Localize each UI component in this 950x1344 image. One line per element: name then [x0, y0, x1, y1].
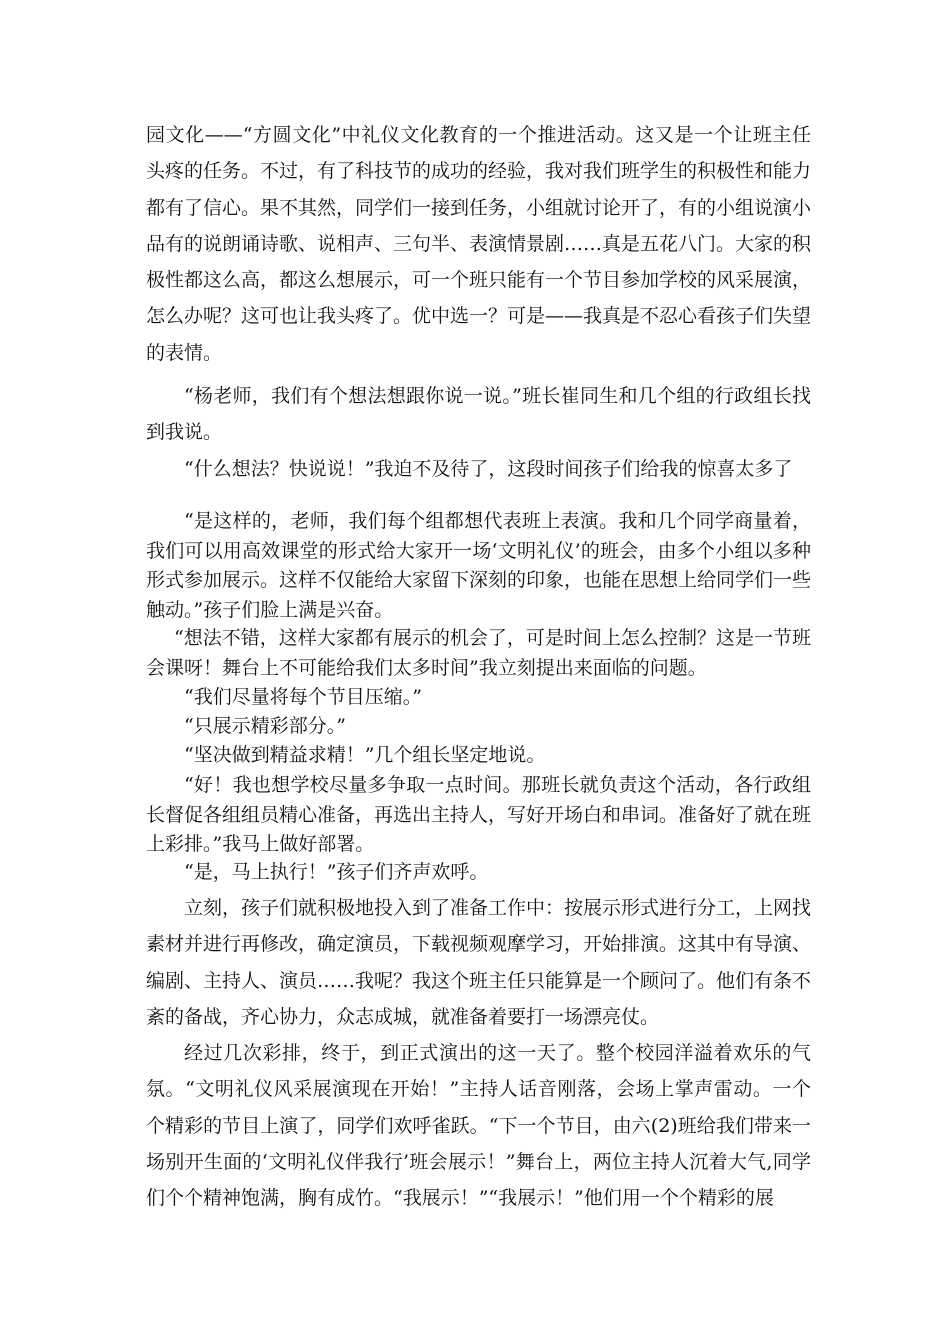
paragraph-5: “想法不错，这样大家都有展示的机会了，可是时间上怎么控制？这是一节班会课呀！舞台上不可能给我们太多时间”我立刻提出来面临的问题。: [146, 627, 811, 679]
paragraph-7: “只展示精彩部分。”: [184, 715, 346, 737]
paragraph-11: 立刻，孩子们就积极地投入到了准备工作中：按展示形式进行分工，上网找素材并进行再修改，确定演员，下载视频观摩学习，开始排演。这其中有导演、编剧、主持人、演员……我呢？我这个班主任只能算是一个顾问了。他们有条不紊的备战，齐心协力，众志成城，就准备着要打一场漂亮仗。: [146, 897, 812, 1028]
paragraph-8: “坚决做到精益求精！”几个组长坚定地说。: [184, 744, 546, 766]
paragraph-6: “我们尽量将每个节目压缩。”: [184, 686, 422, 708]
paragraph-1: 园文化——“方圆文化”中礼仪文化教育的一个推进活动。这又是一个让班主任头疼的任务。不过，有了科技节的成功的经验，我对我们班学生的积极性和能力都有了信心。果不其然，同学们一接到任务，小组就讨论开了，有的小组说演小品有的说朗诵诗歌、说相声、三句半、表演情景剧……真是五花八门。大家的积极性都这么高，都这么想展示，可一个班只能有一个节目参加学校的风采展演，怎么办呢？这可也让我头疼了。优中选一？可是——我真是不忍心看孩子们失望的表情。: [146, 124, 812, 364]
paragraph-12: 经过几次彩排，终于，到正式演出的这一天了。整个校园洋溢着欢乐的气氛。“文明礼仪风采展演现在开始！”主持人话音刚落，会场上掌声雷动。一个个精彩的节目上演了，同学们欢呼雀跃。“下一个节目，由六(2)班给我们带来一场别开生面的‘文明礼仪伴我行’班会展示！”舞台上，两位主持人沉着大气,同学们个个精神饱满，胸有成竹。“我展示！”“我展示！”他们用一个个精彩的展: [146, 1042, 811, 1210]
paragraph-10: “是，马上执行！”孩子们齐声欢呼。: [184, 861, 489, 883]
paragraph-9: “好！我也想学校尽量多争取一点时间。那班长就负责这个活动，各行政组长督促各组组员精心准备，再选出主持人，写好开场白和串词。准备好了就在班上彩排。”我马上做好部署。: [146, 774, 812, 856]
paragraph-4: “是这样的，老师，我们每个组都想代表班上表演。我和几个同学商量着，我们可以用高效课堂的形式给大家开一场‘文明礼仪’的班会，由多个小组以多种形式参加展示。这样不仅能给大家留下深刻的印象，也能在思想上给同学们一些触动。”孩子们脸上满是兴奋。: [146, 510, 812, 622]
paragraph-2: “杨老师，我们有个想法想跟你说一说。”班长崔同生和几个组的行政组长找到我说。: [146, 385, 811, 444]
paragraph-3: “什么想法？快说说！”我迫不及待了，这段时间孩子们给我的惊喜太多了: [184, 458, 793, 480]
